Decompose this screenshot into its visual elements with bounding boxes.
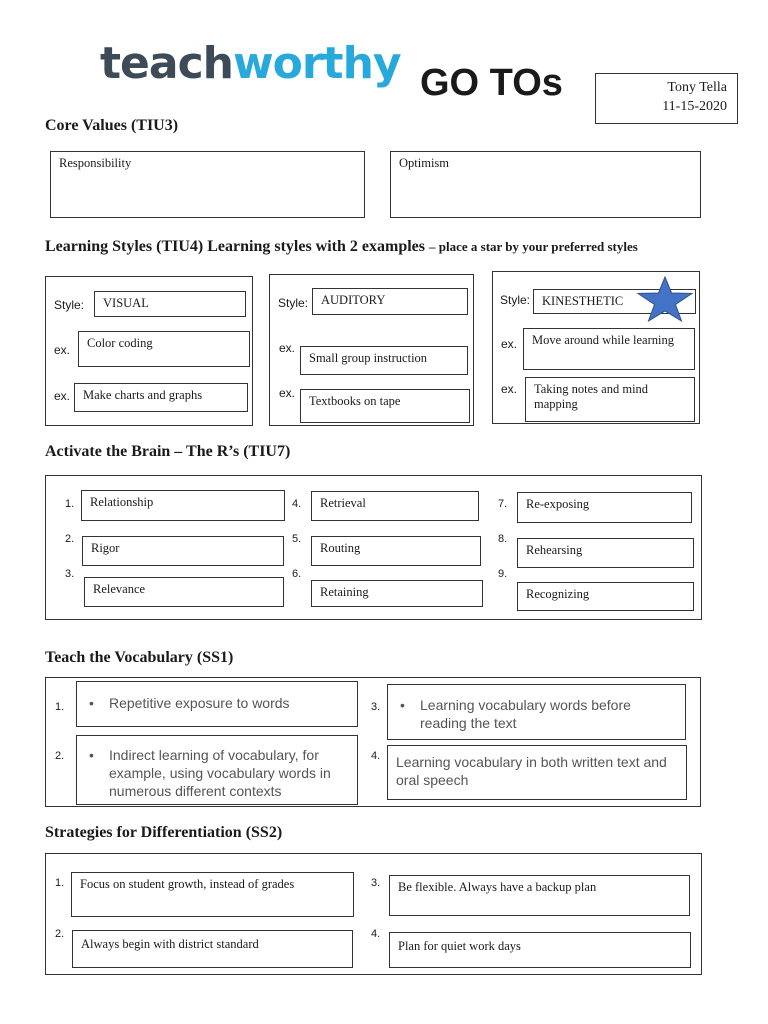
logo-text-worthy: worthy (232, 38, 401, 89)
strategy-item-box: Focus on student growth, instead of grades (71, 872, 354, 917)
vocabulary-heading: Teach the Vocabulary (SS1) (45, 649, 234, 666)
activate-brain-heading: Activate the Brain – The R’s (TIU7) (45, 443, 291, 460)
item-number: 3. (371, 701, 381, 713)
style-example-box: Move around while learning (523, 328, 695, 370)
date: 11-15-2020 (662, 99, 727, 114)
style-example-box: Color coding (78, 331, 250, 367)
style-label: Style: (54, 298, 85, 312)
ex-label: ex. (54, 389, 71, 403)
core-value-box: Responsibility (50, 151, 365, 218)
bullet-icon: • (400, 697, 405, 713)
vocabulary-item-box (76, 735, 358, 805)
ex-label: ex. (54, 343, 71, 357)
differentiation-heading: Strategies for Differentiation (SS2) (45, 824, 283, 841)
vocabulary-item-text: Learning vocabulary words before reading the text (420, 697, 631, 731)
item-number: 9. (498, 568, 508, 580)
item-number: 4. (371, 928, 381, 940)
author-name: Tony Tella (667, 80, 727, 95)
strategy-item-box: Be flexible. Always have a backup plan (389, 875, 690, 916)
name-date-box (595, 73, 738, 124)
vocabulary-item-box (387, 684, 686, 740)
style-example-box: Make charts and graphs (74, 383, 248, 412)
item-number: 6. (292, 568, 302, 580)
style-name-box: VISUAL (94, 291, 246, 317)
r-item-box: Rehearsing (517, 538, 694, 568)
item-number: 2. (55, 750, 65, 762)
r-item-box: Routing (311, 536, 481, 566)
bullet-icon: • (89, 695, 94, 711)
star-icon (636, 276, 694, 322)
item-number: 8. (498, 533, 508, 545)
core-value-box: Optimism (390, 151, 701, 218)
page-title: GO TOs (420, 62, 563, 104)
item-number: 1. (65, 498, 75, 510)
style-label: Style: (500, 293, 531, 307)
vocabulary-item-text: Indirect learning of vocabulary, for example, using vocabulary words in numerous different contexts (109, 747, 331, 799)
style-name-box: AUDITORY (312, 288, 468, 315)
ex-label: ex. (501, 337, 518, 351)
bullet-icon: • (89, 747, 94, 763)
style-name-box: KINESTHETIC (533, 289, 696, 314)
strategy-item-box: Always begin with district standard (72, 930, 353, 968)
r-item-box: Rigor (82, 536, 284, 566)
item-number: 1. (55, 877, 65, 889)
item-number: 5. (292, 533, 302, 545)
strategy-item-box: Plan for quiet work days (389, 932, 691, 968)
style-label: Style: (278, 296, 309, 310)
ex-label: ex. (279, 386, 296, 400)
vocabulary-item-box: Learning vocabulary in both written text and oral speech (387, 745, 687, 800)
r-item-box: Relationship (81, 490, 285, 521)
item-number: 3. (65, 568, 75, 580)
logo-text-teach: teach (100, 38, 233, 89)
style-example-box: Textbooks on tape (300, 389, 470, 423)
style-example-box: Taking notes and mind mapping (525, 377, 695, 422)
style-example-box: Small group instruction (300, 346, 468, 375)
ex-label: ex. (279, 341, 296, 355)
learning-styles-note: – place a star by your preferred styles (429, 239, 638, 254)
r-item-box: Retrieval (311, 491, 479, 521)
item-number: 4. (292, 498, 302, 510)
item-number: 7. (498, 498, 508, 510)
learning-styles-title: Learning Styles (TIU4) Learning styles with 2 examples (45, 238, 425, 255)
r-item-box: Retaining (311, 580, 483, 607)
item-number: 1. (55, 701, 65, 713)
vocabulary-item-box (76, 681, 358, 727)
r-item-box: Recognizing (517, 582, 694, 611)
item-number: 2. (65, 533, 75, 545)
item-number: 4. (371, 750, 381, 762)
core-values-heading: Core Values (TIU3) (45, 117, 179, 134)
ex-label: ex. (501, 382, 518, 396)
r-item-box: Relevance (84, 577, 284, 607)
teachworthy-logo (100, 38, 401, 89)
vocabulary-item-text: Repetitive exposure to words (109, 695, 290, 711)
learning-styles-heading (45, 238, 638, 256)
item-number: 2. (55, 928, 65, 940)
r-item-box: Re-exposing (517, 492, 692, 523)
item-number: 3. (371, 877, 381, 889)
